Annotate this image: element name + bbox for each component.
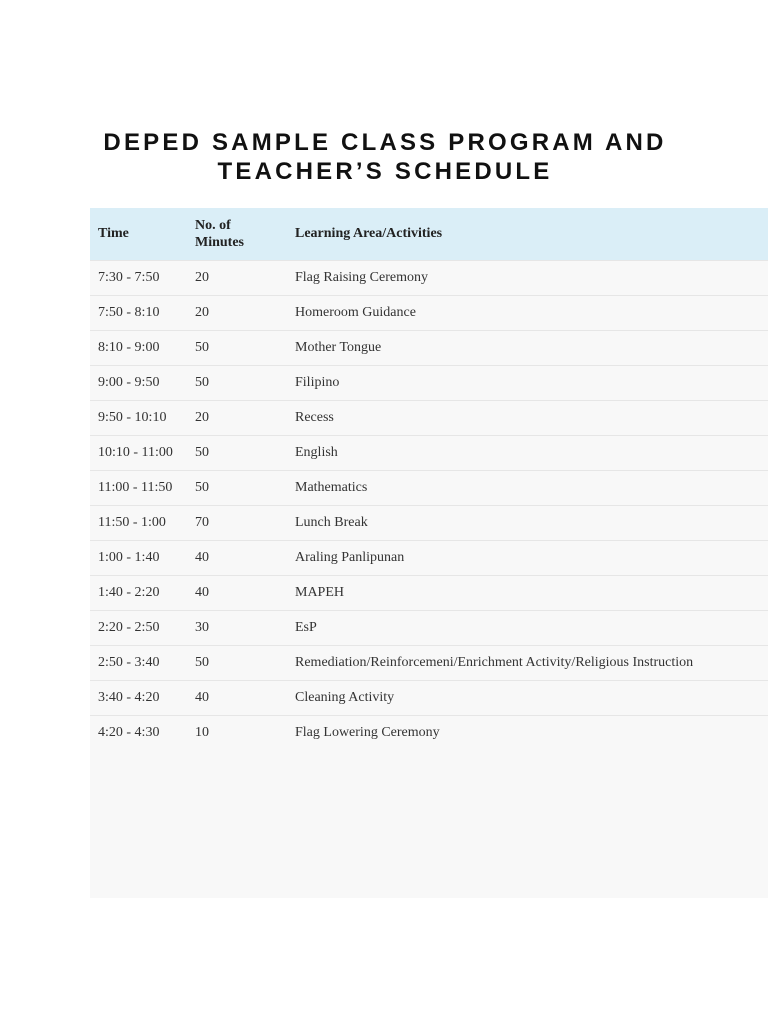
cell-minutes: 20 bbox=[187, 260, 287, 295]
cell-minutes: 20 bbox=[187, 295, 287, 330]
cell-time: 9:00 - 9:50 bbox=[90, 365, 187, 400]
cell-minutes: 50 bbox=[187, 470, 287, 505]
table-row bbox=[90, 505, 768, 540]
class-schedule-table bbox=[90, 208, 768, 750]
header-activity: Learning Area/Activities bbox=[295, 226, 443, 242]
table-row bbox=[90, 330, 768, 365]
table-row bbox=[90, 260, 768, 295]
table-row bbox=[90, 365, 768, 400]
table-row bbox=[90, 540, 768, 575]
cell-time: 4:20 - 4:30 bbox=[90, 715, 187, 750]
table-row bbox=[90, 295, 768, 330]
cell-minutes: 50 bbox=[187, 330, 287, 365]
cell-activity: Recess bbox=[287, 400, 768, 435]
cell-minutes: 70 bbox=[187, 505, 287, 540]
cell-activity: Filipino bbox=[287, 365, 768, 400]
table-row bbox=[90, 575, 768, 610]
cell-activity: Flag Raising Ceremony bbox=[287, 260, 768, 295]
table-row bbox=[90, 470, 768, 505]
header-row bbox=[90, 208, 768, 260]
cell-activity: Mother Tongue bbox=[287, 330, 768, 365]
cell-activity: Remediation/Reinforcemeni/Enrichment Activity/Religious Instruction bbox=[287, 645, 768, 680]
table-row bbox=[90, 645, 768, 680]
cell-time: 2:20 - 2:50 bbox=[90, 610, 187, 645]
cell-time: 11:50 - 1:00 bbox=[90, 505, 187, 540]
cell-activity: Araling Panlipunan bbox=[287, 540, 768, 575]
cell-minutes: 10 bbox=[187, 715, 287, 750]
cell-activity: Cleaning Activity bbox=[287, 680, 768, 715]
cell-activity: Flag Lowering Ceremony bbox=[287, 715, 768, 750]
table-row bbox=[90, 680, 768, 715]
cell-minutes: 20 bbox=[187, 400, 287, 435]
cell-time: 9:50 - 10:10 bbox=[90, 400, 187, 435]
cell-time: 3:40 - 4:20 bbox=[90, 680, 187, 715]
cell-minutes: 50 bbox=[187, 365, 287, 400]
cell-minutes: 30 bbox=[187, 610, 287, 645]
cell-time: 7:50 - 8:10 bbox=[90, 295, 187, 330]
cell-activity: Lunch Break bbox=[287, 505, 768, 540]
cell-minutes: 40 bbox=[187, 575, 287, 610]
schedule-table-container bbox=[90, 208, 768, 898]
cell-activity: English bbox=[287, 435, 768, 470]
header-time: Time bbox=[98, 226, 129, 242]
cell-time: 2:50 - 3:40 bbox=[90, 645, 187, 680]
table-row bbox=[90, 400, 768, 435]
cell-activity: Mathematics bbox=[287, 470, 768, 505]
cell-time: 8:10 - 9:00 bbox=[90, 330, 187, 365]
cell-activity: Homeroom Guidance bbox=[287, 295, 768, 330]
page-title: DEPED SAMPLE CLASS PROGRAM AND TEACHER’S SCHEDULE bbox=[103, 129, 667, 185]
cell-time: 7:30 - 7:50 bbox=[90, 260, 187, 295]
cell-time: 11:00 - 11:50 bbox=[90, 470, 187, 505]
cell-time: 10:10 - 11:00 bbox=[90, 435, 187, 470]
table-row bbox=[90, 715, 768, 750]
cell-minutes: 40 bbox=[187, 680, 287, 715]
cell-minutes: 50 bbox=[187, 645, 287, 680]
cell-minutes: 50 bbox=[187, 435, 287, 470]
header-minutes: No. of Minutes bbox=[195, 217, 244, 250]
table-row bbox=[90, 435, 768, 470]
table-row bbox=[90, 610, 768, 645]
cell-activity: MAPEH bbox=[287, 575, 768, 610]
cell-minutes: 40 bbox=[187, 540, 287, 575]
table-body bbox=[90, 260, 768, 750]
cell-activity: EsP bbox=[287, 610, 768, 645]
cell-time: 1:00 - 1:40 bbox=[90, 540, 187, 575]
cell-time: 1:40 - 2:20 bbox=[90, 575, 187, 610]
table-header bbox=[90, 208, 768, 260]
